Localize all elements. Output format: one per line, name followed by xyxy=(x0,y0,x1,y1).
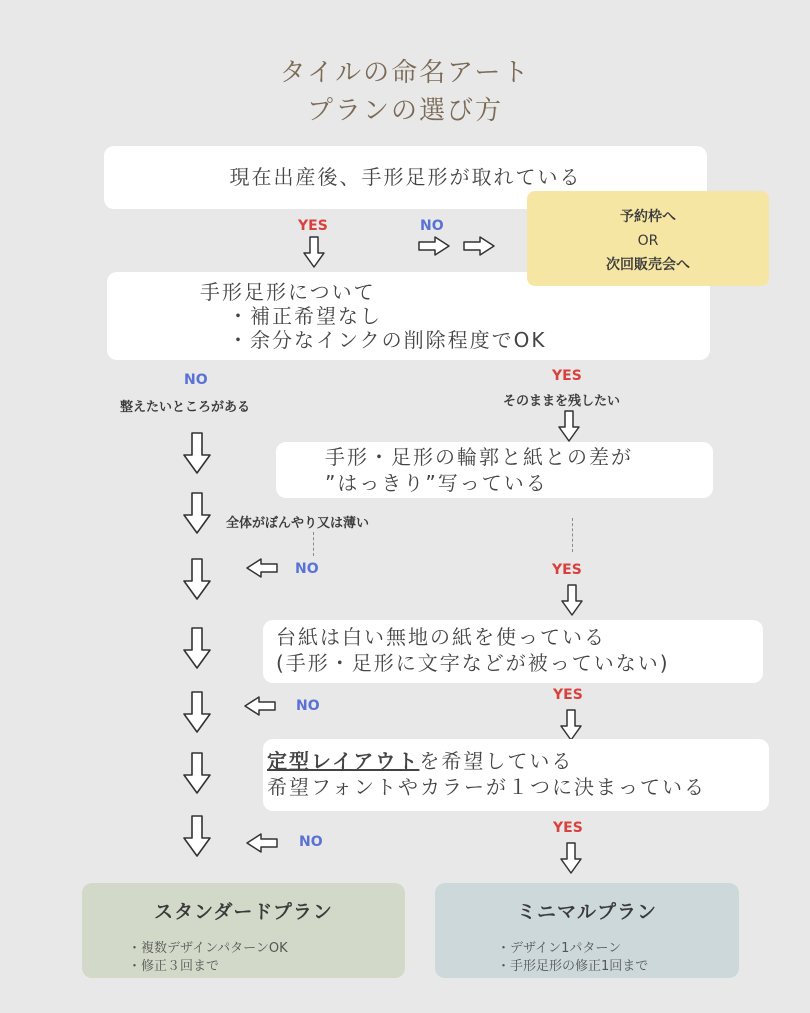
question-5-line2: 希望フォントやカラーが１つに決まっている xyxy=(267,775,706,799)
question-5-box xyxy=(263,739,769,811)
reservation-note-line2: OR xyxy=(637,233,659,249)
minimal-plan-feature: ・手形足形の修正1回まで xyxy=(497,959,649,974)
q2-yes-label: YES xyxy=(552,368,582,384)
arrow-down-icon xyxy=(560,709,582,741)
minimal-plan-features xyxy=(435,940,739,976)
reservation-note-line3: 次回販売会へ xyxy=(606,257,690,273)
standard-plan-title: スタンダードプラン xyxy=(154,901,333,923)
arrow-down-icon xyxy=(183,815,211,857)
question-4-line2: (手形・足形に文字などが被っていない) xyxy=(276,651,670,675)
arrow-left-icon xyxy=(244,696,276,716)
q3-yes-label: YES xyxy=(552,562,582,578)
q4-yes-label: YES xyxy=(553,687,583,703)
arrow-down-icon xyxy=(303,236,325,268)
arrow-right-icon xyxy=(418,236,450,256)
fixed-layout-emphasis: 定型レイアウト xyxy=(267,749,420,773)
q2-no-note: 整えたいところがある xyxy=(120,400,251,415)
question-5-line1-rest: を希望している xyxy=(419,749,574,773)
arrow-down-icon xyxy=(183,432,211,474)
q5-yes-label: YES xyxy=(553,820,583,836)
standard-plan-feature: ・複数デザインパターンOK xyxy=(128,941,288,956)
q2-no-label: NO xyxy=(184,372,208,388)
question-3-box xyxy=(276,442,713,498)
arrow-down-icon xyxy=(183,691,211,733)
question-5-line1 xyxy=(267,748,769,774)
page-title-line1: タイルの命名アート xyxy=(279,58,531,88)
question-2-line1: 手形足形について xyxy=(200,280,376,304)
minimal-plan-card xyxy=(435,883,739,978)
question-2-line3: ・余分なインクの削除程度でOK xyxy=(228,328,547,352)
standard-plan-card xyxy=(82,883,405,978)
arrow-down-icon xyxy=(183,558,211,600)
arrow-right-icon xyxy=(463,236,495,256)
minimal-plan-feature: ・デザイン1パターン xyxy=(497,941,622,956)
dashed-connector xyxy=(313,532,314,556)
arrow-down-icon xyxy=(183,752,211,794)
standard-plan-features xyxy=(82,940,405,976)
arrow-down-icon xyxy=(183,492,211,534)
question-4-line1: 台紙は白い無地の紙を使っている xyxy=(276,625,606,649)
arrow-left-icon xyxy=(246,558,278,578)
q4-no-label: NO xyxy=(296,698,320,714)
arrow-down-icon xyxy=(561,584,583,616)
q3-no-note: 全体がぼんやり又は薄い xyxy=(226,516,370,531)
question-3-line2: ”はっきり”写っている xyxy=(325,471,548,495)
arrow-down-icon xyxy=(560,842,582,874)
q1-yes-label: YES xyxy=(298,218,328,234)
page-title-line2: プランの選び方 xyxy=(306,96,503,126)
arrow-down-icon xyxy=(183,627,211,669)
reservation-note-line1: 予約枠へ xyxy=(620,209,676,225)
minimal-plan-title: ミニマルプラン xyxy=(516,901,657,923)
q5-no-label: NO xyxy=(299,834,323,850)
q3-no-label: NO xyxy=(295,561,319,577)
dashed-connector xyxy=(572,518,573,552)
question-2-line2: ・補正希望なし xyxy=(228,304,382,328)
arrow-down-icon xyxy=(558,410,580,442)
question-4-box xyxy=(263,620,763,683)
reservation-note-box xyxy=(527,191,769,286)
q1-no-label: NO xyxy=(420,218,444,234)
question-1-text: 現在出産後、手形足形が取れている xyxy=(229,165,582,189)
standard-plan-feature: ・修正３回まで xyxy=(128,959,220,974)
q2-yes-note: そのままを残したい xyxy=(503,394,621,409)
arrow-left-icon xyxy=(246,833,278,853)
question-3-line1: 手形・足形の輪郭と紙との差が xyxy=(325,445,633,469)
